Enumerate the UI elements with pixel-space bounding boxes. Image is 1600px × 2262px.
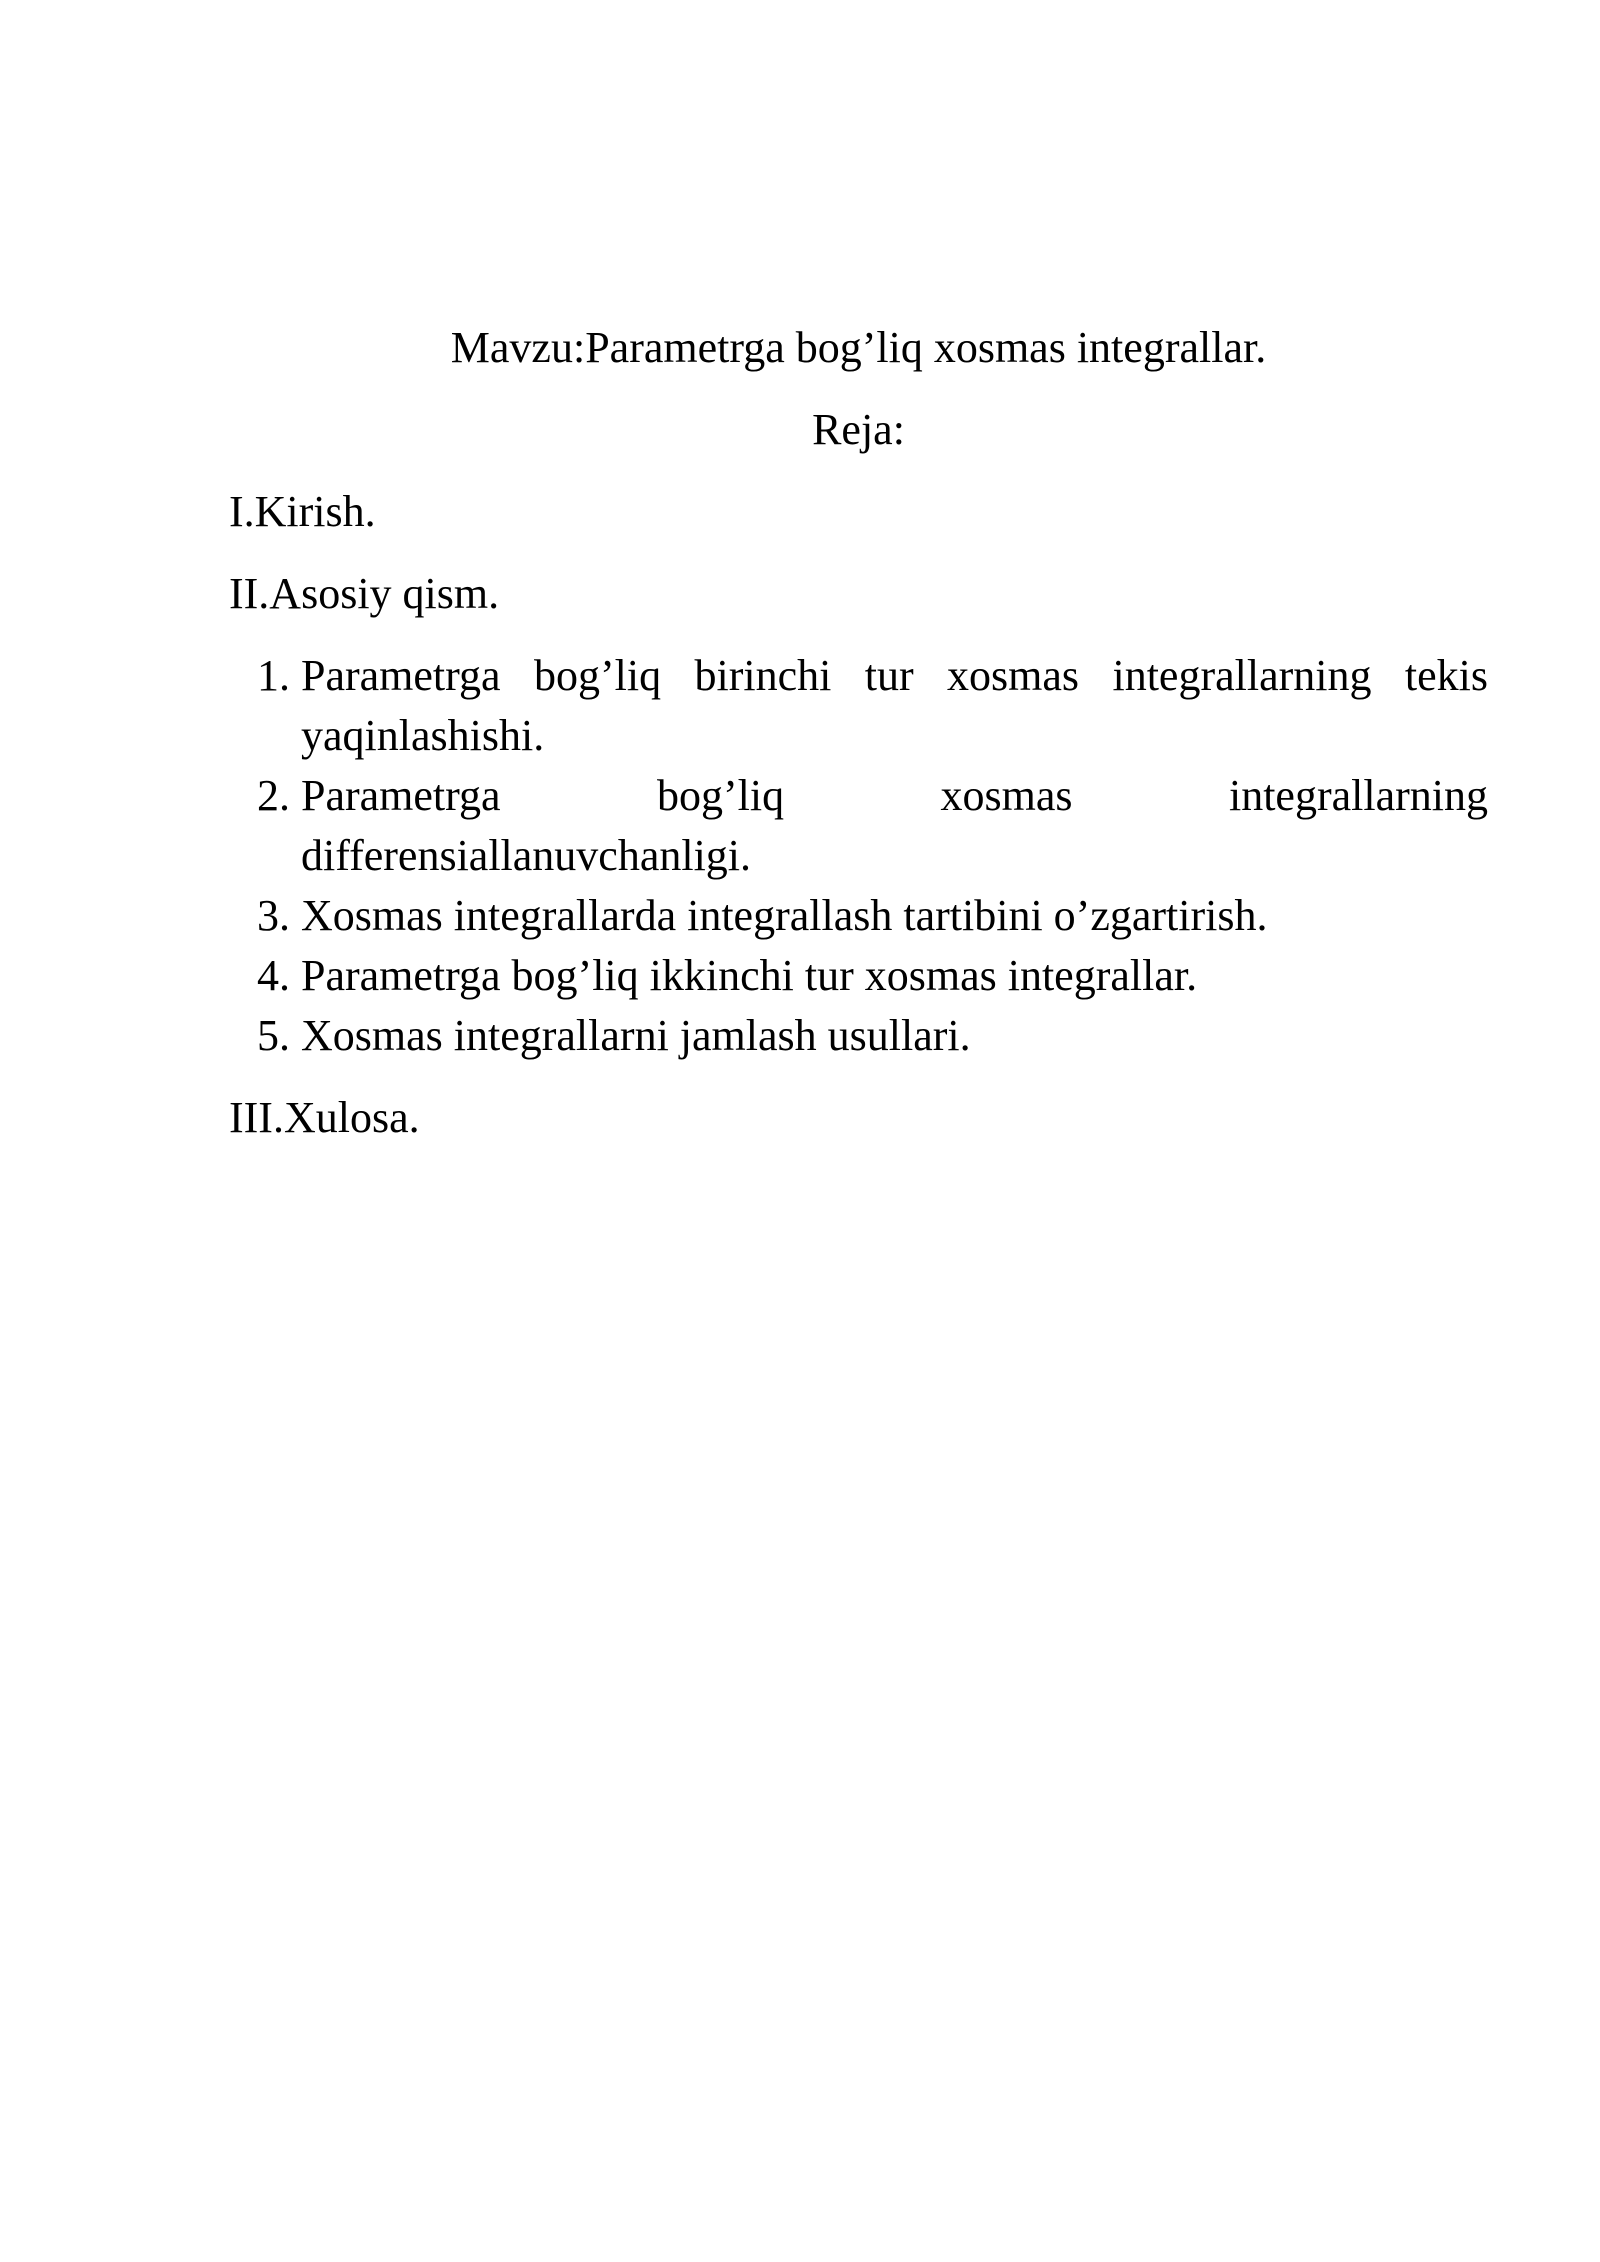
- plan-item-text: Parametrga bog’liq ikkinchi tur xosmas integrallar.: [301, 951, 1198, 1000]
- section-main: II.Asosiy qism.: [229, 569, 500, 618]
- plan-item-text: Parametrga bog’liq birinchi tur xosmas integrallarning tekis yaqinlashishi.: [301, 651, 1488, 760]
- plan-item-number: 1.: [257, 651, 290, 700]
- plan-item-number: 2.: [257, 771, 290, 820]
- document-content: [229, 318, 1488, 1170]
- plan-item: [229, 946, 1488, 1006]
- plan-item-text: Xosmas integrallarda integrallash tartibini o’zgartirish.: [301, 891, 1268, 940]
- plan-list: [229, 646, 1488, 1066]
- plan-item-text: Parametrga bog’liq xosmas integrallarning differensiallanuvchanligi.: [301, 771, 1488, 880]
- plan-item-number: 3.: [257, 891, 290, 940]
- plan-item: [229, 646, 1488, 766]
- plan-item-number: 5.: [257, 1011, 290, 1060]
- plan-heading: Reja:: [812, 405, 905, 454]
- section-intro: I.Kirish.: [229, 487, 376, 536]
- plan-item: [229, 1006, 1488, 1066]
- plan-item: [229, 886, 1488, 946]
- plan-item: [229, 766, 1488, 886]
- section-conclusion: III.Xulosa.: [229, 1093, 420, 1142]
- plan-item-text: Xosmas integrallarni jamlash usullari.: [301, 1011, 971, 1060]
- document-title: Mavzu:Parametrga bog’liq xosmas integrallar.: [450, 323, 1267, 372]
- plan-item-number: 4.: [257, 951, 290, 1000]
